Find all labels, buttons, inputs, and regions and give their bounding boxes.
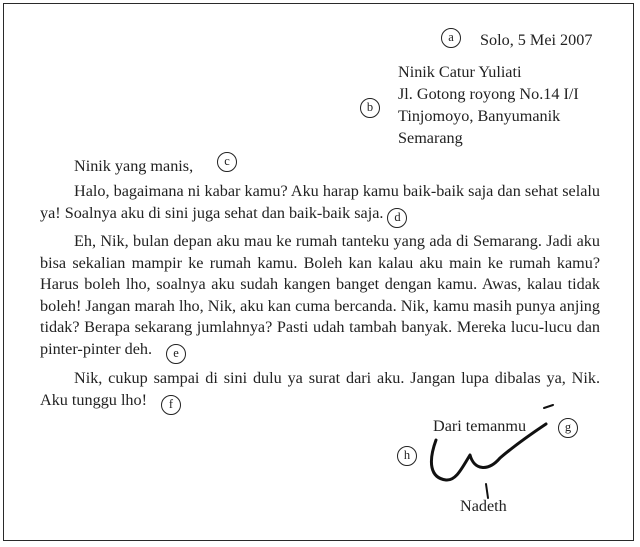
paragraph-2-text: Eh, Nik, bulan depan aku mau ke rumah tanteku yang ada di Semarang. Jadi aku bisa sekalian mampir ke rumah kamu. Boleh kan kalau aku main ke rumah kamu? Harus boleh lho, soalnya aku sudah kangen banget dengan kamu. Awas, kalau tidak boleh! Jangan marah lho, Nik, aku kan cuma bercanda. Nik, kamu masih punya anjing tidak? Berapa sekarang jumlahnya? Pasti udah tambah banyak. Mereka lucu-lucu dan pinter-pinter deh.	[40, 232, 600, 358]
marker-c: c	[217, 152, 237, 172]
marker-h: h	[397, 446, 417, 466]
paragraph-1-text: Halo, bagaimana ni kabar kamu? Aku harap kamu baik-baik saja dan sehat selalu ya! Soalnya aku di sini juga sehat dan baik-baik saja.	[40, 182, 600, 222]
paragraph-3	[40, 368, 600, 415]
sender-address-line-1: Jl. Gotong royong No.14 I/I	[398, 85, 579, 103]
marker-g: g	[558, 418, 578, 438]
paragraph-2	[40, 231, 600, 364]
marker-f: f	[161, 395, 181, 415]
marker-b: b	[360, 98, 380, 118]
sender-name: Ninik Catur Yuliati	[398, 63, 522, 81]
sender-address-line-3: Semarang	[398, 129, 463, 147]
greeting: Ninik yang manis,	[74, 157, 194, 175]
marker-e: e	[166, 344, 186, 364]
marker-a: a	[441, 28, 461, 48]
closing-phrase: Dari temanmu	[433, 417, 527, 435]
sender-address-line-2: Tinjomoyo, Banyumanik	[398, 107, 561, 125]
paragraph-3-text: Nik, cukup sampai di sini dulu ya surat dari aku. Jangan lupa dibalas ya, Nik. Aku tunggu lho!	[40, 369, 600, 409]
paragraph-1	[40, 181, 600, 228]
marker-d: d	[387, 208, 407, 228]
signature-name: Nadeth	[460, 497, 507, 515]
letter-date: Solo, 5 Mei 2007	[480, 31, 593, 49]
